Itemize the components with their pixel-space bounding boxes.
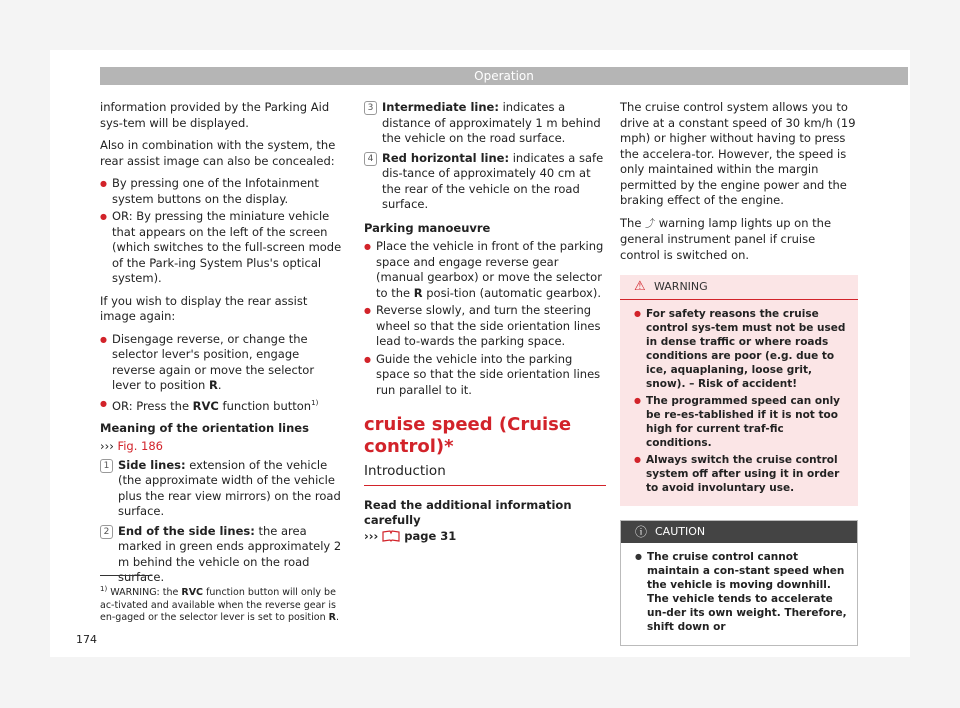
number-badge: 4 bbox=[364, 152, 377, 166]
numbered-item: 2 End of the side lines: the area marked in green ends approximately 2 m behind the vehicle on the road surface. bbox=[100, 524, 345, 586]
cruise-control-lamp-icon: ⤴ bbox=[645, 218, 656, 230]
column-3 bbox=[620, 100, 858, 646]
numbered-item: 1 Side lines: extension of the vehicle (the approximate width of the vehicle plus the rear view mirrors) on the road surface. bbox=[100, 458, 345, 520]
caution-circle-icon: ⓘ bbox=[635, 525, 648, 539]
numbered-item: 3 Intermediate line: indicates a distance of approximately 1 m behind the vehicle on the road surface. bbox=[364, 100, 604, 147]
bullet-item: ● By pressing one of the Infotainment system buttons on the display. bbox=[100, 176, 345, 207]
number-badge: 2 bbox=[100, 525, 113, 539]
bullet-item: ● Place the vehicle in front of the parking space and engage reverse gear (manual gearbox) or move the selector to the R posi-tion (automatic gearbox). bbox=[364, 239, 604, 301]
paragraph: information provided by the Parking Aid sys-tem will be displayed. bbox=[100, 100, 330, 130]
subheading: Parking manoeuvre bbox=[364, 220, 491, 235]
warning-header: ⚠ WARNING bbox=[620, 275, 858, 300]
warning-box bbox=[620, 275, 858, 506]
warning-triangle-icon: ⚠ bbox=[634, 279, 646, 294]
number-badge: 3 bbox=[364, 101, 377, 115]
subsection-title: Introduction bbox=[364, 464, 606, 486]
subheading: Meaning of the orientation lines bbox=[100, 420, 309, 435]
bullet-item: ● Guide the vehicle into the parking space so that the side orientation lines run parallel to it. bbox=[364, 352, 604, 399]
read-more-text: Read the additional information carefully bbox=[364, 497, 572, 527]
number-badge: 1 bbox=[100, 459, 113, 473]
column-1 bbox=[100, 100, 345, 590]
footnote-divider bbox=[100, 575, 152, 576]
warning-item: ● For safety reasons the cruise control sys-tem must not be used in dense traffic or where roads conditions are poor (e.g. due to ice, aquaplaning, loose grit, snow). – Risk of accident! bbox=[634, 307, 848, 391]
page-link[interactable]: ››› page 31 bbox=[364, 529, 604, 547]
paragraph: The ⤴ warning lamp lights up on the general instrument panel if cruise control is switched on. bbox=[620, 215, 832, 262]
figure-reference[interactable]: ››› Fig. 186 bbox=[100, 439, 163, 454]
footnote: $^{1)}$ WARNING: the RVC function button will only be ac-tivated and available when the reverse gear is en-gaged or the selector lever is set to position R. bbox=[100, 585, 339, 624]
section-title: cruise speed (Cruise control)* bbox=[364, 414, 572, 457]
caution-box bbox=[620, 520, 858, 646]
column-2 bbox=[364, 100, 604, 553]
bullet-item: ● OR: By pressing the miniature vehicle that appears on the left of the screen (which switches to the full-screen mode of the Park-ing System Plus's optical system). bbox=[100, 209, 345, 287]
bullet-item: ● Reverse slowly, and turn the steering wheel so that the side orientation lines lead to-wards the parking space. bbox=[364, 303, 604, 350]
warning-item: ● Always switch the cruise control system off after using it in order to avoid involuntary use. bbox=[634, 453, 848, 495]
paragraph: The cruise control system allows you to drive at a constant speed of 30 km/h (19 mph) or higher without having to press the accelera-tor. However, the speed is only maintained within the margin permitted by the engine power and the braking effect of the engine. bbox=[620, 100, 856, 207]
numbered-item: 4 Red horizontal line: indicates a safe dis-tance of approximately 40 cm at the rear of the vehicle on the road surface. bbox=[364, 151, 604, 213]
caution-header: ⓘ CAUTION bbox=[621, 521, 857, 543]
section-header: Operation bbox=[100, 67, 908, 85]
warning-item: ● The programmed speed can only be re-es-tablished if it is not too high for current traf-fic conditions. bbox=[634, 394, 848, 450]
bullet-item: ● Disengage reverse, or change the selector lever's position, engage reverse again or move the selector lever to position R. bbox=[100, 332, 345, 394]
paragraph: If you wish to display the rear assist image again: bbox=[100, 293, 308, 323]
paragraph: Also in combination with the system, the rear assist image can also be concealed: bbox=[100, 138, 336, 168]
caution-item: ● The cruise control cannot maintain a con-stant speed when the vehicle is moving downhill. The vehicle tends to accelerate un-der its own weight. Therefore, shift down or bbox=[635, 550, 847, 634]
bullet-item: ● OR: Press the RVC function button$^{1)}$ bbox=[100, 396, 345, 414]
page-number: 174 bbox=[76, 633, 97, 646]
book-icon bbox=[382, 530, 400, 547]
page bbox=[50, 50, 910, 657]
